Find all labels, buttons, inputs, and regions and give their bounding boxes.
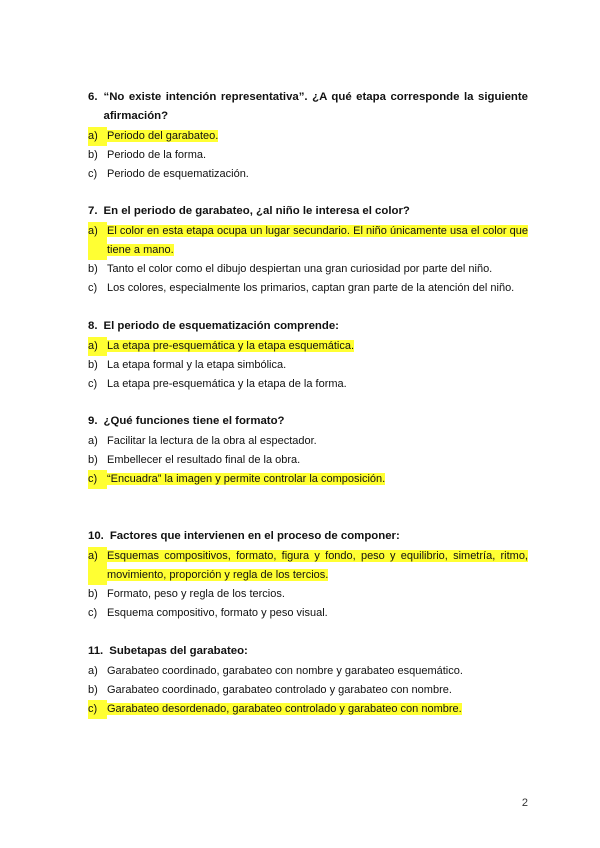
option-b bbox=[88, 585, 528, 604]
option-c bbox=[88, 375, 528, 394]
option-b bbox=[88, 146, 528, 165]
question-heading bbox=[88, 412, 528, 431]
question-heading bbox=[88, 317, 528, 336]
option-text: Formato, peso y regla de los tercios. bbox=[107, 588, 285, 600]
option-c bbox=[88, 470, 528, 489]
question-number: 11. bbox=[88, 645, 104, 657]
option-letter: a) bbox=[88, 665, 98, 677]
option-b bbox=[88, 681, 528, 700]
page-number: 2 bbox=[521, 797, 528, 809]
option-text: Garabateo coordinado, garabateo con nombre y garabateo esquemático. bbox=[107, 665, 463, 677]
option-text: Embellecer el resultado final de la obra. bbox=[107, 454, 301, 466]
option-b bbox=[88, 451, 528, 470]
option-text: Garabateo desordenado, garabateo controlado y garabateo con nombre. bbox=[107, 703, 462, 715]
option-a bbox=[88, 432, 528, 451]
option-c bbox=[88, 700, 528, 719]
option-text: La etapa formal y la etapa simbólica. bbox=[107, 359, 287, 371]
option-text: Garabateo coordinado, garabateo controlado y garabateo con nombre. bbox=[107, 684, 452, 696]
option-a bbox=[88, 222, 528, 260]
question-number: 7. bbox=[88, 205, 98, 217]
question-7 bbox=[88, 202, 528, 298]
question-number: 10. bbox=[88, 530, 104, 542]
option-text: Esquema compositivo, formato y peso visual. bbox=[107, 607, 328, 619]
question-10 bbox=[88, 527, 528, 623]
option-letter: b) bbox=[88, 263, 98, 275]
question-number: 8. bbox=[88, 320, 98, 332]
question-6 bbox=[88, 88, 528, 184]
option-text: Facilitar la lectura de la obra al espectador. bbox=[107, 435, 317, 447]
option-letter: b) bbox=[88, 588, 98, 600]
option-letter: a) bbox=[88, 127, 107, 146]
option-letter: a) bbox=[88, 435, 98, 447]
option-letter: a) bbox=[88, 547, 107, 585]
question-number: 9. bbox=[88, 415, 98, 427]
option-text: Periodo del garabateo. bbox=[107, 130, 219, 142]
option-a bbox=[88, 547, 528, 585]
option-letter: b) bbox=[88, 359, 98, 371]
option-letter: b) bbox=[88, 454, 98, 466]
question-text: El periodo de esquematización comprende: bbox=[103, 320, 339, 332]
option-letter: c) bbox=[88, 378, 98, 390]
option-text: El color en esta etapa ocupa un lugar secundario. El niño únicamente usa el color que tiene a mano. bbox=[107, 225, 528, 256]
option-letter: c) bbox=[88, 700, 107, 719]
option-b bbox=[88, 260, 528, 279]
option-c bbox=[88, 165, 528, 184]
question-9 bbox=[88, 412, 528, 489]
option-letter: c) bbox=[88, 470, 107, 489]
question-text: Factores que intervienen en el proceso de componer: bbox=[109, 530, 400, 542]
option-a bbox=[88, 662, 528, 681]
option-c bbox=[88, 279, 528, 298]
option-b bbox=[88, 356, 528, 375]
option-letter: a) bbox=[88, 222, 107, 260]
question-heading bbox=[88, 527, 528, 546]
option-text: Periodo de esquematización. bbox=[107, 168, 249, 180]
option-letter: b) bbox=[88, 684, 98, 696]
option-text: “Encuadra” la imagen y permite controlar la composición. bbox=[107, 473, 386, 485]
option-text: Tanto el color como el dibujo despiertan una gran curiosidad por parte del niño. bbox=[107, 263, 493, 275]
question-8 bbox=[88, 317, 528, 394]
option-text: Los colores, especialmente los primarios, captan gran parte de la atención del niño. bbox=[107, 282, 515, 294]
question-number: 6. bbox=[88, 91, 98, 103]
question-text: En el periodo de garabateo, ¿al niño le interesa el color? bbox=[103, 205, 410, 217]
option-letter: c) bbox=[88, 607, 98, 619]
option-letter: c) bbox=[88, 282, 98, 294]
option-letter: c) bbox=[88, 168, 98, 180]
option-letter: b) bbox=[88, 149, 98, 161]
option-text: Esquemas compositivos, formato, figura y fondo, peso y equilibrio, simetría, ritmo, movimiento, proporción y regla de los tercios. bbox=[107, 550, 528, 581]
question-11 bbox=[88, 642, 528, 719]
option-letter: a) bbox=[88, 337, 107, 356]
option-a bbox=[88, 337, 528, 356]
question-heading bbox=[88, 642, 528, 661]
option-text: La etapa pre-esquemática y la etapa esquemática. bbox=[107, 340, 355, 352]
option-a bbox=[88, 127, 528, 146]
question-text: ¿Qué funciones tiene el formato? bbox=[103, 415, 285, 427]
option-text: Periodo de la forma. bbox=[107, 149, 207, 161]
option-c bbox=[88, 604, 528, 623]
option-text: La etapa pre-esquemática y la etapa de la forma. bbox=[107, 378, 347, 390]
question-heading bbox=[88, 88, 528, 126]
question-text: “No existe intención representativa”. ¿A qué etapa corresponde la siguiente afirmación? bbox=[103, 91, 528, 122]
question-heading bbox=[88, 202, 528, 221]
question-text: Subetapas del garabateo: bbox=[109, 645, 248, 657]
